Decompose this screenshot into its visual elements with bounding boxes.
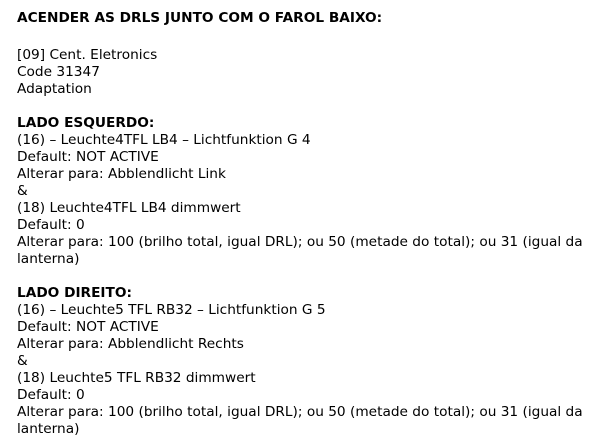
left-change-18-line2: lanterna) (17, 251, 80, 267)
right-change-18-line1: Alterar para: 100 (brilho total, igual DRL); ou 50 (metade do total); ou 31 (igual da (17, 404, 583, 420)
module-name: [09] Cent. Eletronics (17, 47, 158, 63)
right-default-18: Default: 0 (17, 387, 85, 403)
document-body (17, 10, 613, 438)
right-side-section (17, 285, 613, 438)
left-change-16: Alterar para: Abblendlicht Link (17, 166, 226, 182)
right-channel-18: (18) Leuchte5 TFL RB32 dimmwert (17, 370, 256, 386)
left-side-section (17, 115, 613, 268)
left-default-16: Default: NOT ACTIVE (17, 149, 159, 165)
module-function: Adaptation (17, 81, 92, 97)
left-change-18-line1: Alterar para: 100 (brilho total, igual DRL); ou 50 (metade do total); ou 31 (igual da (17, 234, 583, 250)
right-change-16: Alterar para: Abblendlicht Rechts (17, 336, 244, 352)
left-channel-18: (18) Leuchte4TFL LB4 dimmwert (17, 200, 241, 216)
left-and-separator: & (17, 183, 28, 199)
right-and-separator: & (17, 353, 28, 369)
right-change-18-line2: lanterna) (17, 421, 80, 437)
page-heading: ACENDER AS DRLS JUNTO COM O FAROL BAIXO: (17, 10, 383, 26)
right-side-title: LADO DIREITO: (17, 285, 132, 301)
right-channel-16: (16) – Leuchte5 TFL RB32 – Lichtfunktion G 5 (17, 302, 326, 318)
module-code: Code 31347 (17, 64, 100, 80)
left-side-title: LADO ESQUERDO: (17, 115, 155, 131)
left-default-18: Default: 0 (17, 217, 85, 233)
right-default-16: Default: NOT ACTIVE (17, 319, 159, 335)
module-info (17, 47, 613, 98)
left-channel-16: (16) – Leuchte4TFL LB4 – Lichtfunktion G 4 (17, 132, 311, 148)
